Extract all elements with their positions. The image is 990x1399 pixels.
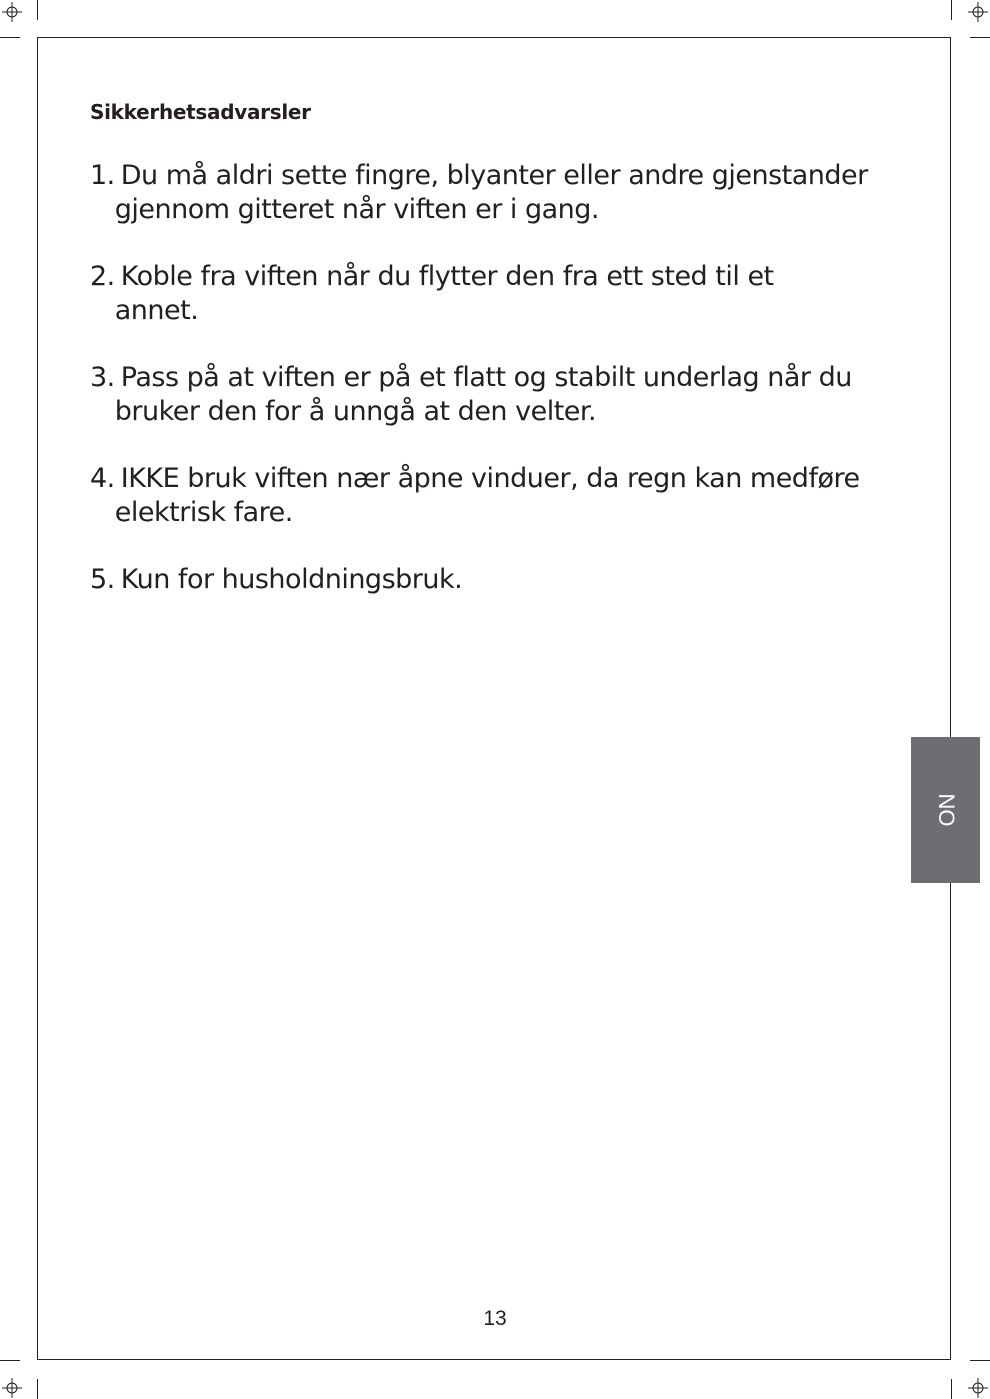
list-item-text <box>115 361 852 429</box>
list-item-line: bruker den for å unngå at den velter. <box>114 396 597 427</box>
language-tab <box>911 737 980 883</box>
list-item-line: elektrisk fare. <box>114 497 293 528</box>
crosshair-target-icon <box>2 1378 22 1398</box>
list-item-line: Du må aldri sette fingre, blyanter eller andre gjenstander <box>120 160 868 191</box>
crop-mark <box>0 1360 20 1361</box>
list-item-line: Koble fra viften når du flytter den fra ett sted til et <box>120 261 774 292</box>
section-heading: Sikkerhetsadvarsler <box>90 100 311 124</box>
crop-mark <box>37 0 38 20</box>
list-item-text <box>115 563 462 597</box>
list-item-line: gjennom gitteret når viften er i gang. <box>114 194 599 225</box>
list-item-number: 1. <box>90 160 115 191</box>
list-item-number: 5. <box>90 564 115 595</box>
crop-mark <box>951 1379 952 1399</box>
list-item <box>90 260 910 328</box>
list-item <box>90 462 910 530</box>
list-item-text <box>115 462 860 530</box>
crop-mark <box>951 0 952 20</box>
list-item-number: 2. <box>90 261 115 292</box>
crosshair-target-icon <box>968 2 988 22</box>
crop-mark <box>0 37 20 38</box>
crop-mark <box>970 37 990 38</box>
list-item <box>90 563 910 597</box>
list-item-number: 4. <box>90 463 115 494</box>
crosshair-target-icon <box>968 1378 988 1398</box>
list-item-number: 3. <box>90 362 115 393</box>
page-number: 13 <box>483 1307 507 1330</box>
crop-mark <box>37 1379 38 1399</box>
list-item-line: IKKE bruk viften nær åpne vinduer, da regn kan medføre <box>120 463 860 494</box>
list-item-line: Kun for husholdningsbruk. <box>120 564 463 595</box>
language-tab-label: NO <box>933 793 959 827</box>
list-item-line: annet. <box>114 295 199 326</box>
list-item-text <box>115 159 868 227</box>
list-item-text <box>115 260 774 328</box>
list-item <box>90 159 910 227</box>
crosshair-target-icon <box>2 2 22 22</box>
list-item <box>90 361 910 429</box>
safety-warning-list <box>90 159 910 630</box>
list-item-line: Pass på at viften er på et flatt og stabilt underlag når du <box>120 362 852 393</box>
crop-mark <box>970 1360 990 1361</box>
